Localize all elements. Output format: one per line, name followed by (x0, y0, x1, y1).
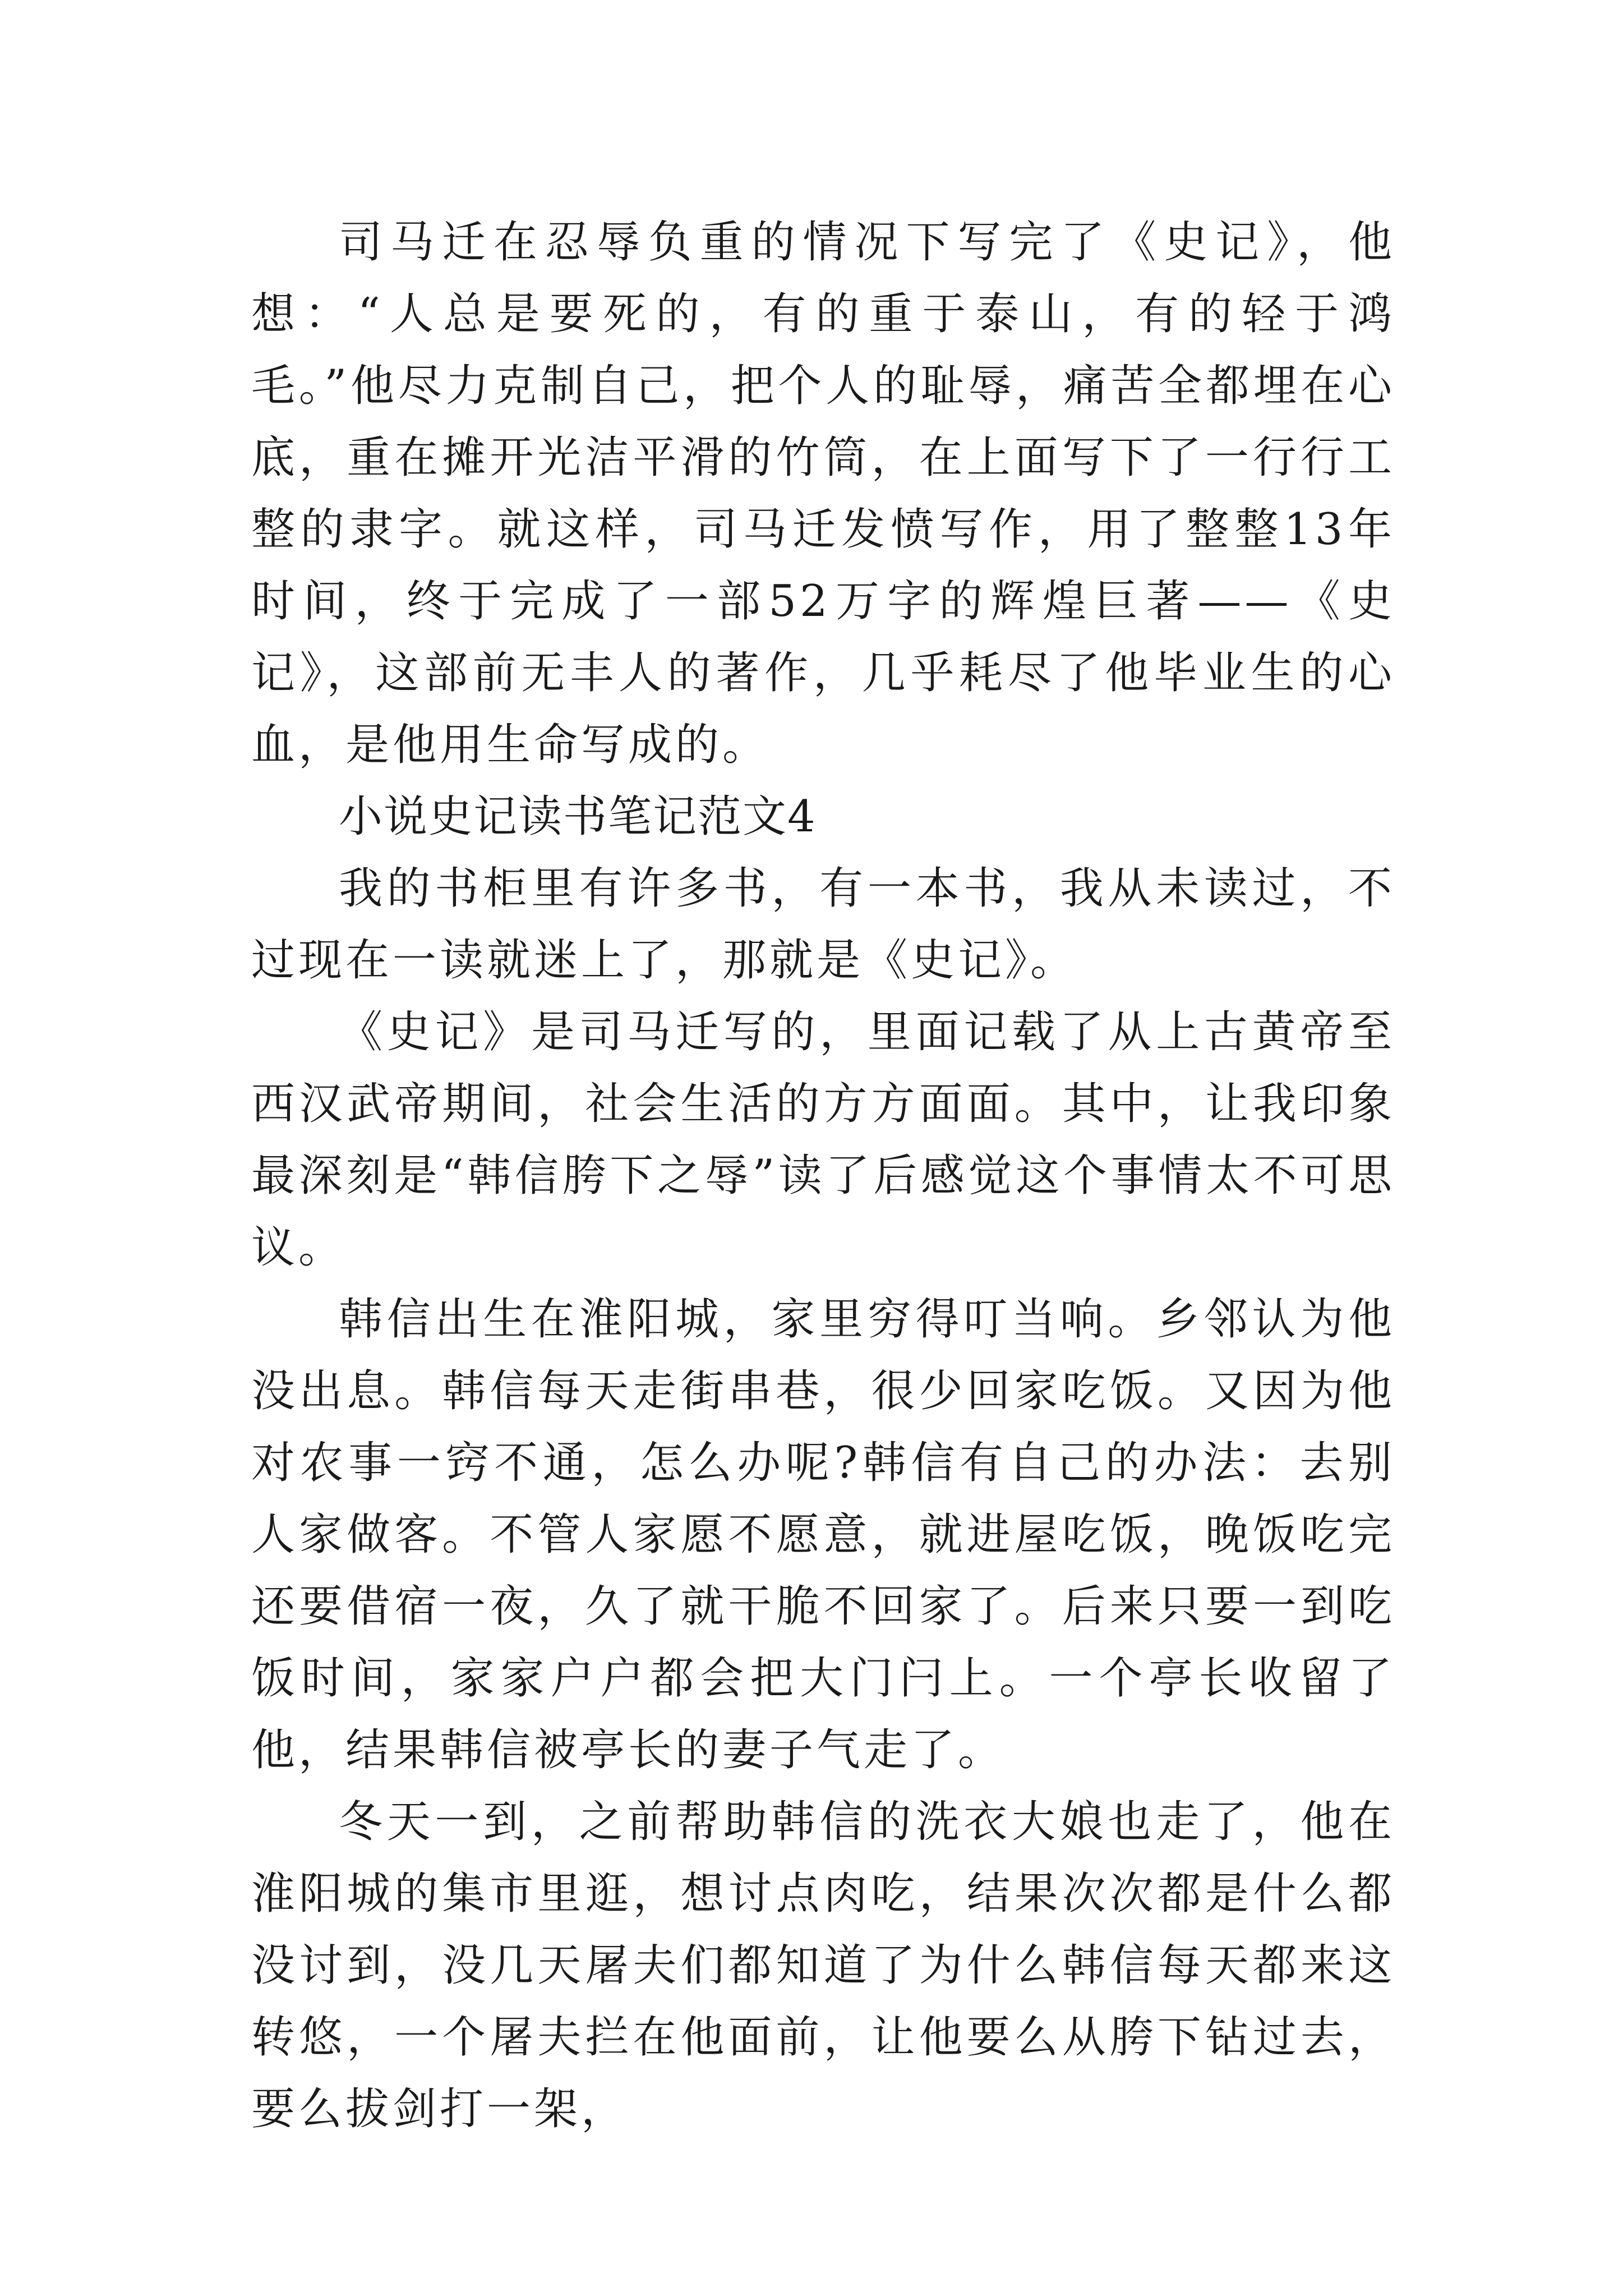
paragraph-bookshelf: 我的书柜里有许多书，有一本书，我从未读过，不过现在一读就迷上了，那就是《史记》。 (251, 863, 1395, 986)
paragraph-hanxin-birth: 韩信出生在淮阳城，家里穷得叮当响。乡邻认为他没出息。韩信每天走街串巷，很少回家吃饭。又因为他对农事一窍不通，怎么办呢?韩信有自己的办法：去别人家做客。不管人家愿不愿意，就进屋吃饭，晚饭吃完还要借宿一夜，久了就干脆不回家了。后来只要一到吃饭时间，家家户户都会把大门闩上。一个亭长收留了他，结果韩信被亭长的妻子气走了。 (251, 1294, 1395, 1775)
document-body (251, 206, 1395, 2145)
paragraph-shiji-intro: 《史记》是司马迁写的，里面记载了从上古黄帝至西汉武帝期间，社会生活的方方面面。其中，让我印象最深刻是“韩信胯下之辱”读了后感觉这个事情太不可思议。 (251, 1007, 1395, 1273)
paragraph-winter: 冬天一到，之前帮助韩信的洗衣大娘也走了，他在淮阳城的集市里逛，想讨点肉吃，结果次次都是什么都没讨到，没几天屠夫们都知道了为什么韩信每天都来这转悠，一个屠夫拦在他面前，让他要么从胯下钻过去，要么拔剑打一架， (251, 1797, 1395, 2134)
section-heading: 小说史记读书笔记范文4 (339, 792, 817, 842)
paragraph-sima-qian: 司马迁在忍辱负重的情况下写完了《史记》，他想：“人总是要死的，有的重于泰山，有的轻于鸿毛。”他尽力克制自己，把个人的耻辱，痛苦全都埋在心底，重在摊开光洁平滑的竹筒，在上面写下了一行行工整的隶字。就这样，司马迁发愤写作，用了整整13年时间，终于完成了一部52万字的辉煌巨著——《史记》，这部前无丰人的著作，几乎耗尽了他毕业生的心血，是他用生命写成的。 (251, 217, 1395, 770)
